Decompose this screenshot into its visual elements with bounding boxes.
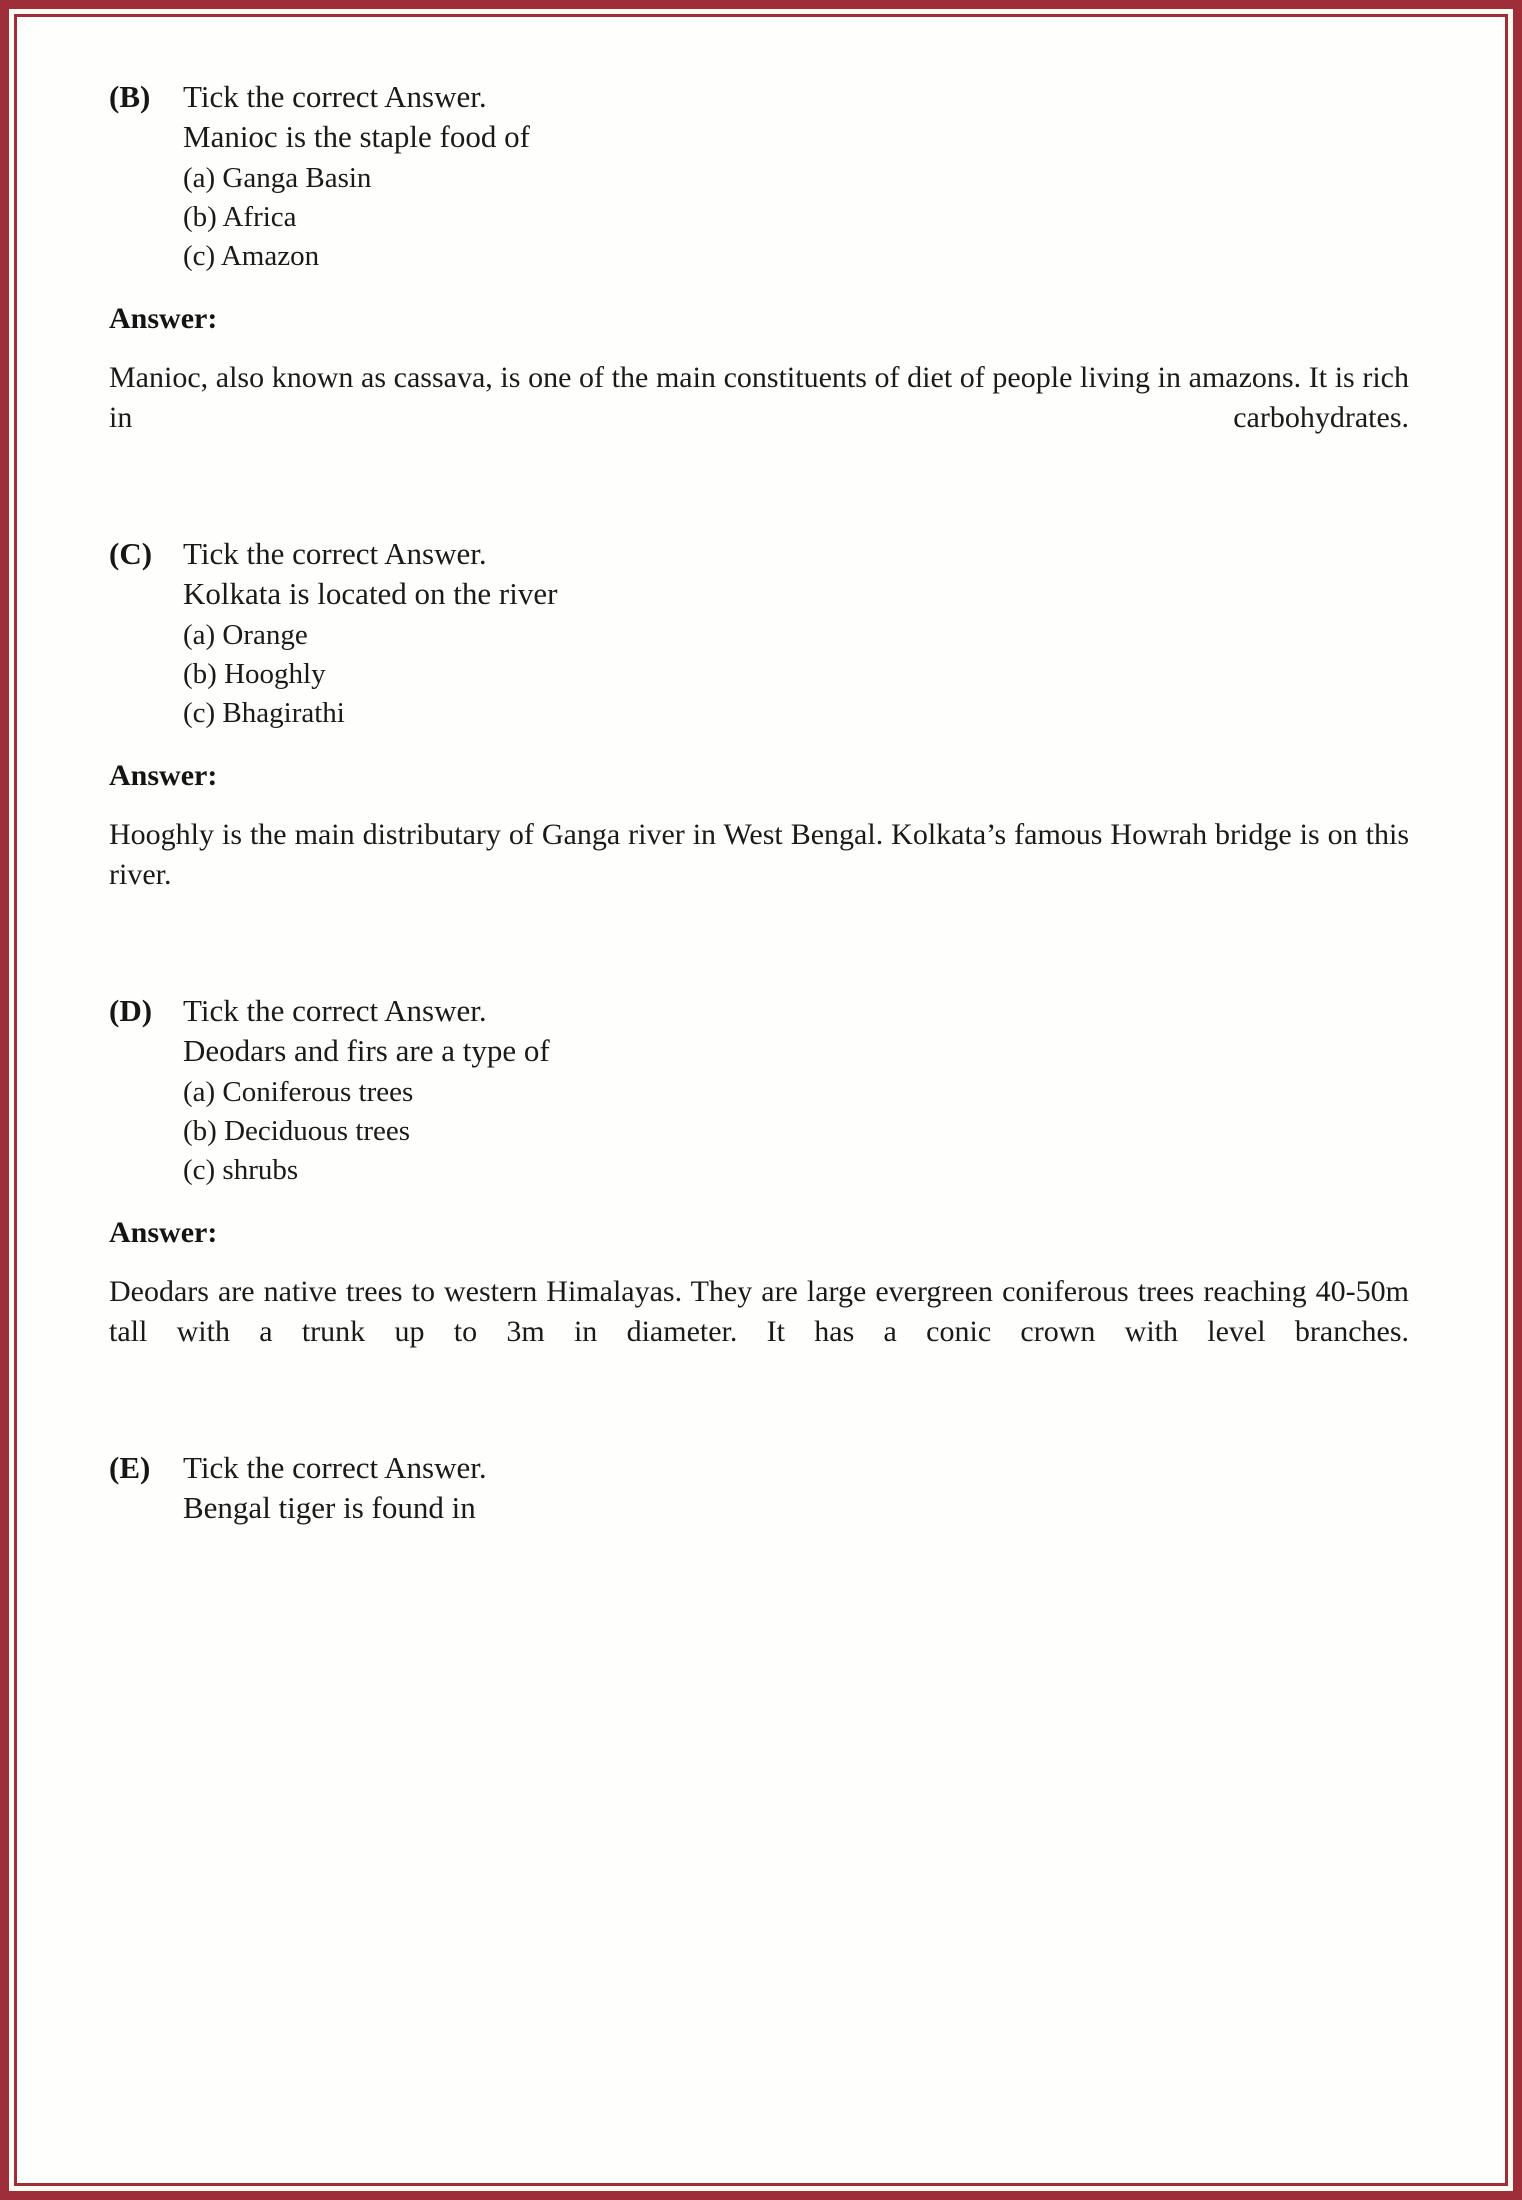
option-d-a[interactable]: (a) Coniferous trees [183, 1076, 414, 1108]
question-options-d [183, 1073, 1413, 1190]
question-heading-d [109, 991, 1413, 1190]
option-b-b[interactable]: (b) Africa [183, 201, 297, 233]
question-marker-e: (E) [109, 1450, 151, 1485]
answer-text-c: Hooghly is the main distributary of Ganga river in West Bengal. Kolkata’s famous Howrah bridge is on this river. [109, 818, 1409, 891]
question-instruction-d: Tick the correct Answer. [183, 993, 487, 1028]
document-content [17, 17, 1505, 2183]
option-d-c[interactable]: (c) shrubs [183, 1154, 299, 1186]
answer-text-b: Manioc, also known as cassava, is one of the main constituents of diet of people living in amazons. It is rich in carbohydrates. [109, 361, 1409, 434]
question-stem-b: Manioc is the staple food of [183, 119, 530, 154]
question-instruction-e: Tick the correct Answer. [183, 1450, 487, 1485]
option-b-a[interactable]: (a) Ganga Basin [183, 162, 372, 194]
question-block-e [109, 1448, 1413, 1528]
option-c-a[interactable]: (a) Orange [183, 619, 308, 651]
question-heading-c [109, 534, 1413, 733]
section-spacer-2 [109, 935, 1413, 991]
answer-text-d: Deodars are native trees to western Himalayas. They are large evergreen coniferous trees reaching 40-50m tall with a trunk up to 3m in diameter. It has a conic crown with level branches. [109, 1275, 1409, 1348]
question-options-c [183, 616, 1413, 733]
question-block-b [109, 77, 1413, 478]
option-b-c[interactable]: (c) Amazon [183, 240, 320, 272]
section-spacer-1 [109, 478, 1413, 534]
question-stem-c: Kolkata is located on the river [183, 576, 558, 611]
option-c-c[interactable]: (c) Bhagirathi [183, 697, 345, 729]
question-block-d [109, 991, 1413, 1392]
question-body-e [183, 1448, 1413, 1528]
question-body-d [183, 991, 1413, 1190]
question-stem-e: Bengal tiger is found in [183, 1490, 476, 1525]
question-stem-d: Deodars and firs are a type of [183, 1033, 550, 1068]
answer-label-b: Answer: [109, 302, 218, 335]
question-heading-e [109, 1448, 1413, 1528]
question-marker-c: (C) [109, 536, 153, 571]
page-frame-inner-rule [14, 14, 1508, 2186]
answer-label-c: Answer: [109, 759, 218, 792]
option-c-b[interactable]: (b) Hooghly [183, 658, 326, 690]
question-heading-b [109, 77, 1413, 276]
question-body-b [183, 77, 1413, 276]
question-marker-d: (D) [109, 993, 153, 1028]
question-block-c [109, 534, 1413, 935]
question-body-c [183, 534, 1413, 733]
question-marker-b: (B) [109, 79, 151, 114]
question-options-b [183, 159, 1413, 276]
option-d-b[interactable]: (b) Deciduous trees [183, 1115, 411, 1147]
answer-label-d: Answer: [109, 1216, 218, 1249]
question-instruction-c: Tick the correct Answer. [183, 536, 487, 571]
section-spacer-3 [109, 1392, 1413, 1448]
page-frame-gap [9, 9, 1513, 2191]
question-instruction-b: Tick the correct Answer. [183, 79, 487, 114]
